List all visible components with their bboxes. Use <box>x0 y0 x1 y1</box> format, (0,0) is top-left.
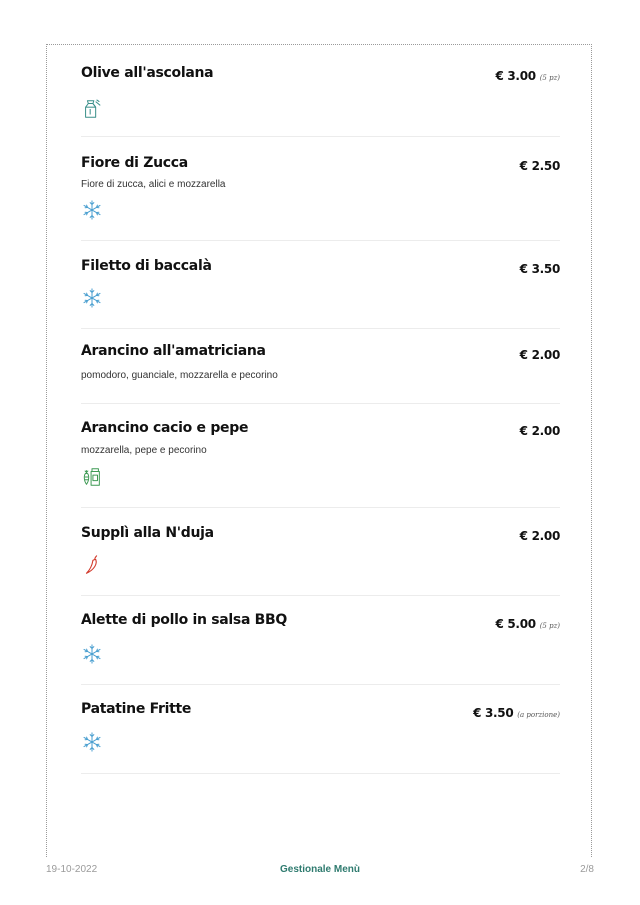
item-price: € 3.00 (5 pz) <box>495 69 560 83</box>
footer-date: 19-10-2022 <box>46 864 98 875</box>
menu-page-frame <box>46 44 592 857</box>
menu-item <box>81 45 560 137</box>
menu-item <box>81 329 560 404</box>
vegetarian-icon <box>81 466 103 488</box>
item-price: € 2.50 <box>519 159 560 173</box>
item-price: € 2.00 <box>519 529 560 543</box>
item-name: Patatine Fritte <box>81 701 192 717</box>
item-description: pomodoro, guanciale, mozzarella e pecorino <box>81 370 278 381</box>
item-name: Fiore di Zucca <box>81 155 188 171</box>
footer-page-number: 2/8 <box>580 864 594 875</box>
item-price: € 2.00 <box>519 424 560 438</box>
footer-title: Gestionale Menù <box>279 864 360 875</box>
item-name: Filetto di baccalà <box>81 258 212 274</box>
menu-item <box>81 137 560 241</box>
menu-item <box>81 241 560 329</box>
snowflake-icon <box>81 731 103 753</box>
item-description: mozzarella, pepe e pecorino <box>81 445 207 456</box>
menu-item <box>81 404 560 508</box>
item-name: Arancino all'amatriciana <box>81 343 266 359</box>
item-price: € 5.00 (5 pz) <box>495 617 560 631</box>
menu-item <box>81 508 560 596</box>
item-name: Olive all'ascolana <box>81 65 214 81</box>
snowflake-icon <box>81 287 103 309</box>
item-unit: (5 pz) <box>539 74 560 82</box>
item-unit: (a porzione) <box>517 711 560 719</box>
snowflake-icon <box>81 199 103 221</box>
item-name: Supplì alla N'duja <box>81 525 214 541</box>
menu-item <box>81 685 560 774</box>
snowflake-icon <box>81 643 103 665</box>
item-unit: (5 pz) <box>539 622 560 630</box>
item-description: Fiore di zucca, alici e mozzarella <box>81 179 226 190</box>
item-name: Alette di pollo in salsa BBQ <box>81 612 288 628</box>
item-price: € 2.00 <box>519 348 560 362</box>
milk-carton-icon <box>81 98 103 120</box>
menu-item <box>81 596 560 685</box>
item-price: € 3.50 (a porzione) <box>473 706 560 720</box>
item-name: Arancino cacio e pepe <box>81 420 249 436</box>
chili-pepper-icon <box>81 554 103 576</box>
item-price: € 3.50 <box>519 262 560 276</box>
menu-item-list <box>81 45 560 774</box>
